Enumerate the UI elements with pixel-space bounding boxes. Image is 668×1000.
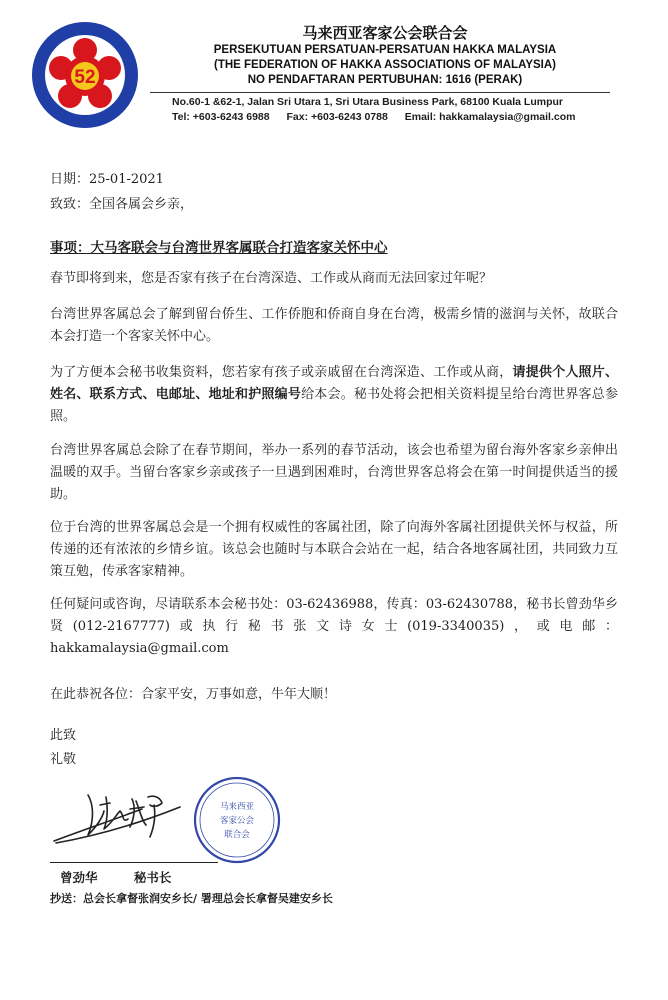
- paragraph-3-highlight: 请提供个人照片、姓名、联系方式、电邮址、地址和护照编号: [50, 365, 618, 402]
- federation-logo: [30, 20, 140, 130]
- svg-text:52: 52: [74, 67, 96, 88]
- org-email: Email: hakkamalaysia@gmail.com: [404, 111, 576, 123]
- closing-line-2: 礼敬: [50, 752, 77, 767]
- paragraph-3-end: 给本会。秘书处将会把相关资料提呈给台湾世界客总参照。: [50, 387, 618, 424]
- org-address: No.60-1 &62-1, Jalan Sri Utara 1, Sri Utara Business Park, 68100 Kuala Lumpur: [172, 96, 564, 108]
- org-tel: Tel: +603-6243 6988: [172, 111, 270, 123]
- svg-text:客家公会: 客家公会: [219, 816, 255, 826]
- paragraph-7: 在此恭祝各位：合家平安，万事如意，牛年大顺！: [50, 687, 337, 702]
- letterhead-rule: [150, 92, 610, 93]
- org-name-malay: PERSEKUTUAN PERSATUAN-PERSATUAN HAKKA MALAYSIA: [213, 44, 557, 56]
- paragraph-3-intro: 为了方便本会秘书收集资料，您若家有孩子或亲戚留在台湾深造、工作或从商，: [50, 365, 513, 380]
- subject-text: 事项：大马客联会与台湾世界客属联合打造客家关怀中心: [50, 240, 388, 256]
- org-name-chinese: 马来西亚客家公会联合会: [302, 25, 468, 42]
- org-registration: NO PENDAFTARAN PERTUBUHAN: 1616 (PERAK): [247, 74, 523, 86]
- org-contact: [172, 111, 589, 123]
- closing-line-1: 此致: [50, 728, 77, 743]
- paragraph-4: 台湾世界客属总会除了在春节期间，举办一系列的春节活动，该会也希望为留台海外客家乡亲伸出温暖的双手。当留台客家乡亲或孩子一旦遇到困难时，台湾世界客总将会在第一时间提供适当的援助。: [50, 443, 618, 502]
- handwritten-signature: [50, 785, 190, 845]
- org-fax: Fax: +603-6243 0788: [286, 111, 388, 123]
- letter-subject: [50, 236, 388, 256]
- carbon-copy: 抄送：总会长拿督张润安乡长/ 署理总会长拿督吴建安乡长: [50, 892, 333, 905]
- signature-rule: [50, 862, 218, 863]
- svg-text:马来西亚: 马来西亚: [219, 802, 255, 812]
- svg-text:联合会: 联合会: [224, 830, 250, 840]
- signatory-title: 秘书长: [133, 870, 172, 885]
- association-seal: [192, 775, 282, 865]
- paragraph-5: 位于台湾的世界客属总会是一个拥有权威性的客属社团，除了向海外客属社团提供关怀与权益，所传递的还有浓浓的乡情乡谊。该总会也随时与本联合会站在一起，结合各地客属社团，共同致力互策互勉，传承客家精神。: [50, 520, 618, 579]
- paragraph-1: 春节即将到来，您是否家有孩子在台湾深造、工作或从商而无法回家过年呢？: [50, 271, 493, 286]
- signatory-name: 曾劲华: [60, 870, 98, 885]
- signatory: [60, 868, 203, 886]
- letter-recipient: 致致：全国各属会乡亲，: [50, 197, 194, 212]
- paragraph-3: [50, 362, 618, 428]
- paragraph-6: 任何疑问或咨询，尽请联系本会秘书处：03-62436988，传真：03-62430788，秘书长曾劲华乡贤(012-2167777)或执行秘书张文诗女士(019-3340035)，或电邮：hakkamalaysia@gmail.com: [50, 597, 618, 656]
- org-name-english: (THE FEDERATION OF HAKKA ASSOCIATIONS OF MALAYSIA): [213, 59, 557, 71]
- letter-date: 日期：25-01-2021: [50, 172, 164, 187]
- paragraph-2: 台湾世界客属总会了解到留台侨生、工作侨胞和侨商自身在台湾，极需乡情的滋润与关怀，故联合本会打造一个客家关怀中心。: [50, 307, 618, 344]
